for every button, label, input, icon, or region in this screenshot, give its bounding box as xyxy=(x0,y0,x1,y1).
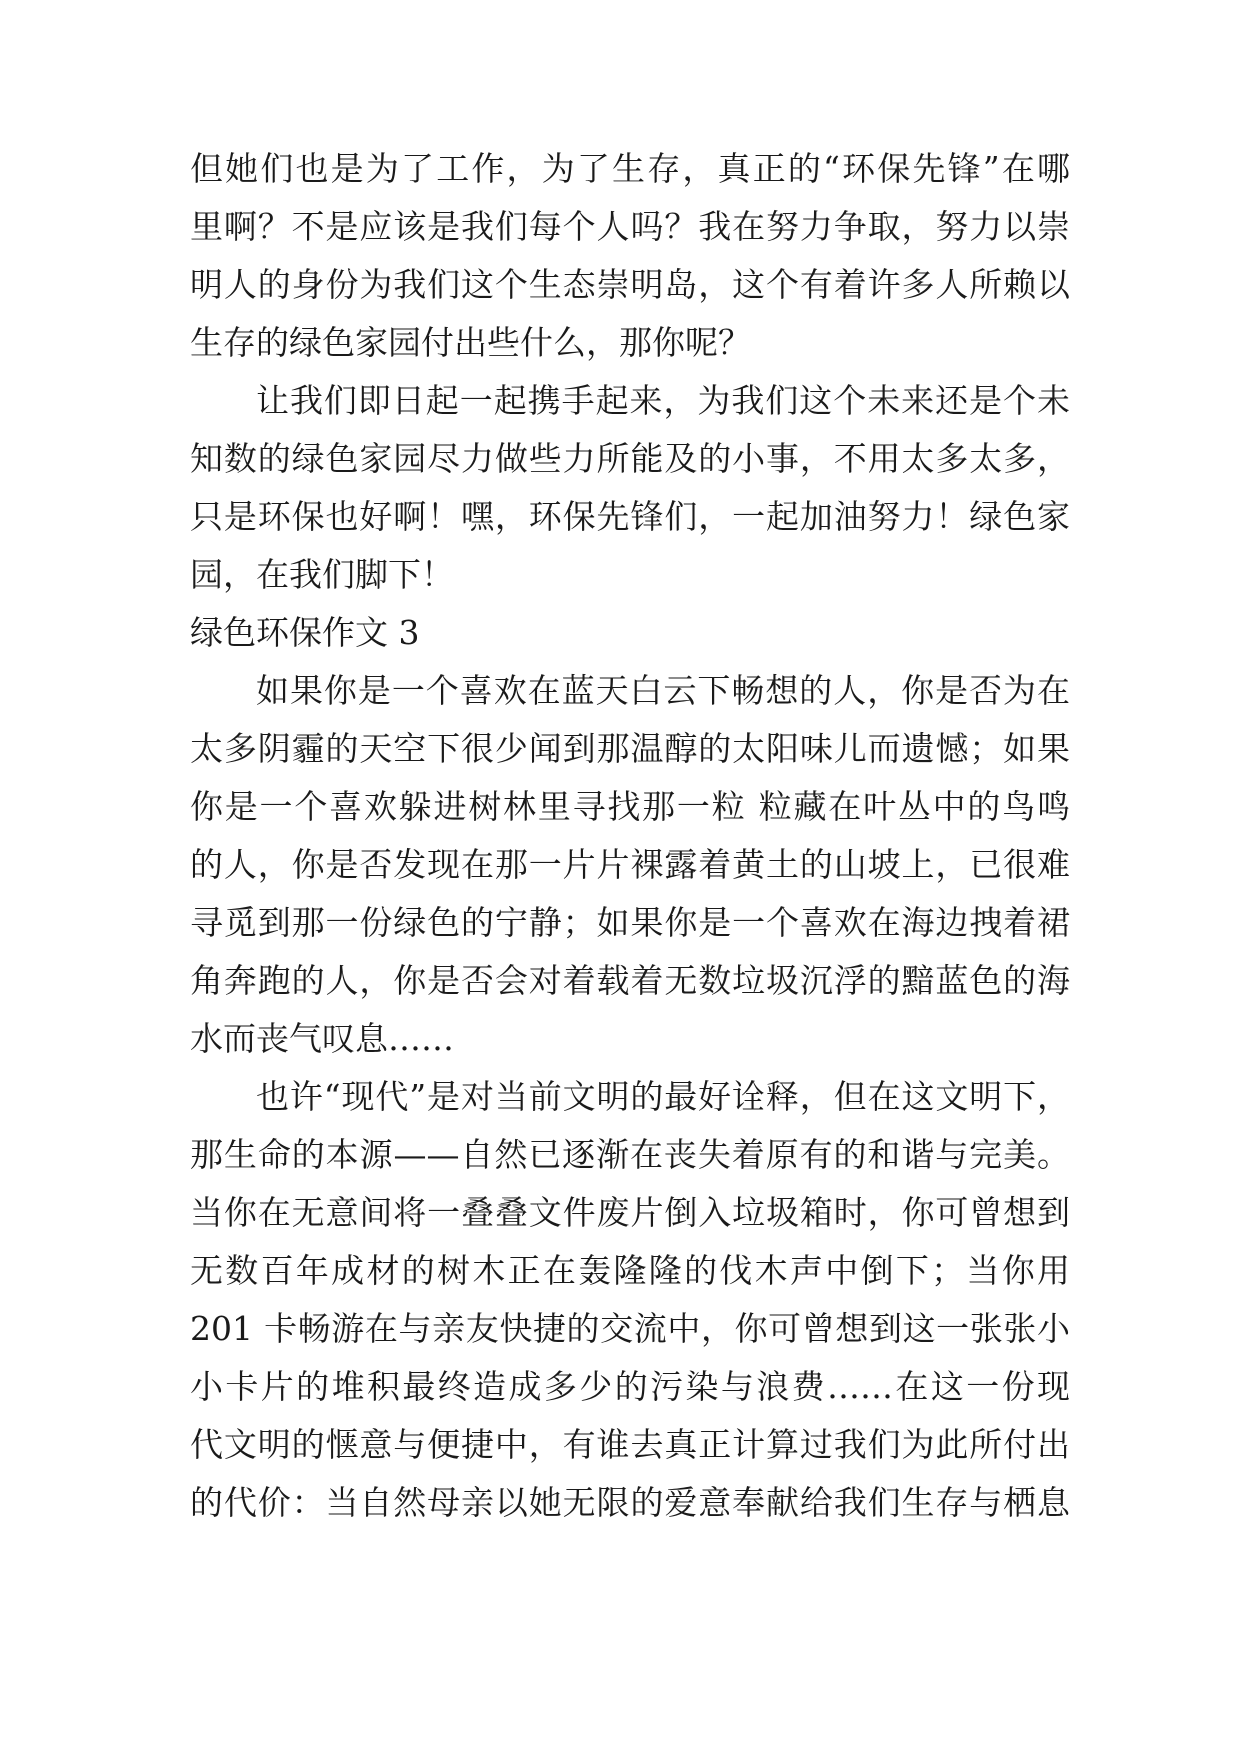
text-line: 角奔跑的人，你是否会对着载着无数垃圾沉浮的黯蓝色的海 xyxy=(190,961,1070,1000)
text-line: 无数百年成材的树木正在轰隆隆的伐木声中倒下；当你用 xyxy=(190,1251,1070,1290)
text-line: 寻觅到那一份绿色的宁静；如果你是一个喜欢在海边拽着裙 xyxy=(190,903,1070,942)
text-line: 知数的绿色家园尽力做些力所能及的小事，不用太多太多， xyxy=(190,439,1070,478)
text-line: 但她们也是为了工作，为了生存，真正的“环保先锋”在哪 xyxy=(190,149,1070,188)
text-line: 太多阴霾的天空下很少闻到那温醇的太阳味儿而遗憾；如果 xyxy=(190,729,1070,768)
text-line: 当你在无意间将一叠叠文件废片倒入垃圾箱时，你可曾想到 xyxy=(190,1193,1070,1232)
text-line: 生存的绿色家园付出些什么，那你呢？ xyxy=(190,323,751,362)
text-line: 你是一个喜欢躲进树林里寻找那一粒 粒藏在叶丛中的鸟鸣 xyxy=(190,787,1070,826)
text-line: 的人，你是否发现在那一片片裸露着黄土的山坡上，已很难 xyxy=(190,845,1070,884)
text-line: 里啊？不是应该是我们每个人吗？我在努力争取，努力以崇 xyxy=(190,207,1070,246)
text-line: 代文明的惬意与便捷中，有谁去真正计算过我们为此所付出 xyxy=(190,1425,1070,1464)
paragraph-start-line: 如果你是一个喜欢在蓝天白云下畅想的人，你是否为在 xyxy=(256,671,1070,710)
paragraph-start-line: 也许“现代”是对当前文明的最好诠释，但在这文明下， xyxy=(256,1077,1070,1116)
text-line: 只是环保也好啊！嘿，环保先锋们，一起加油努力！绿色家 xyxy=(190,497,1070,536)
text-line: 那生命的本源——自然已逐渐在丧失着原有的和谐与完美。 xyxy=(190,1135,1070,1174)
text-line: 小卡片的堆积最终造成多少的污染与浪费……在这一份现 xyxy=(190,1367,1070,1406)
paragraph-start-line: 让我们即日起一起携手起来，为我们这个未来还是个未 xyxy=(256,381,1070,420)
section-heading: 绿色环保作文 3 xyxy=(190,613,420,652)
text-line: 201 卡畅游在与亲友快捷的交流中，你可曾想到这一张张小 xyxy=(190,1309,1070,1348)
text-line: 园，在我们脚下！ xyxy=(190,555,454,594)
text-line: 明人的身份为我们这个生态崇明岛，这个有着许多人所赖以 xyxy=(190,265,1070,304)
text-line: 水而丧气叹息…… xyxy=(190,1019,454,1058)
text-line: 的代价：当自然母亲以她无限的爱意奉献给我们生存与栖息 xyxy=(190,1483,1070,1522)
